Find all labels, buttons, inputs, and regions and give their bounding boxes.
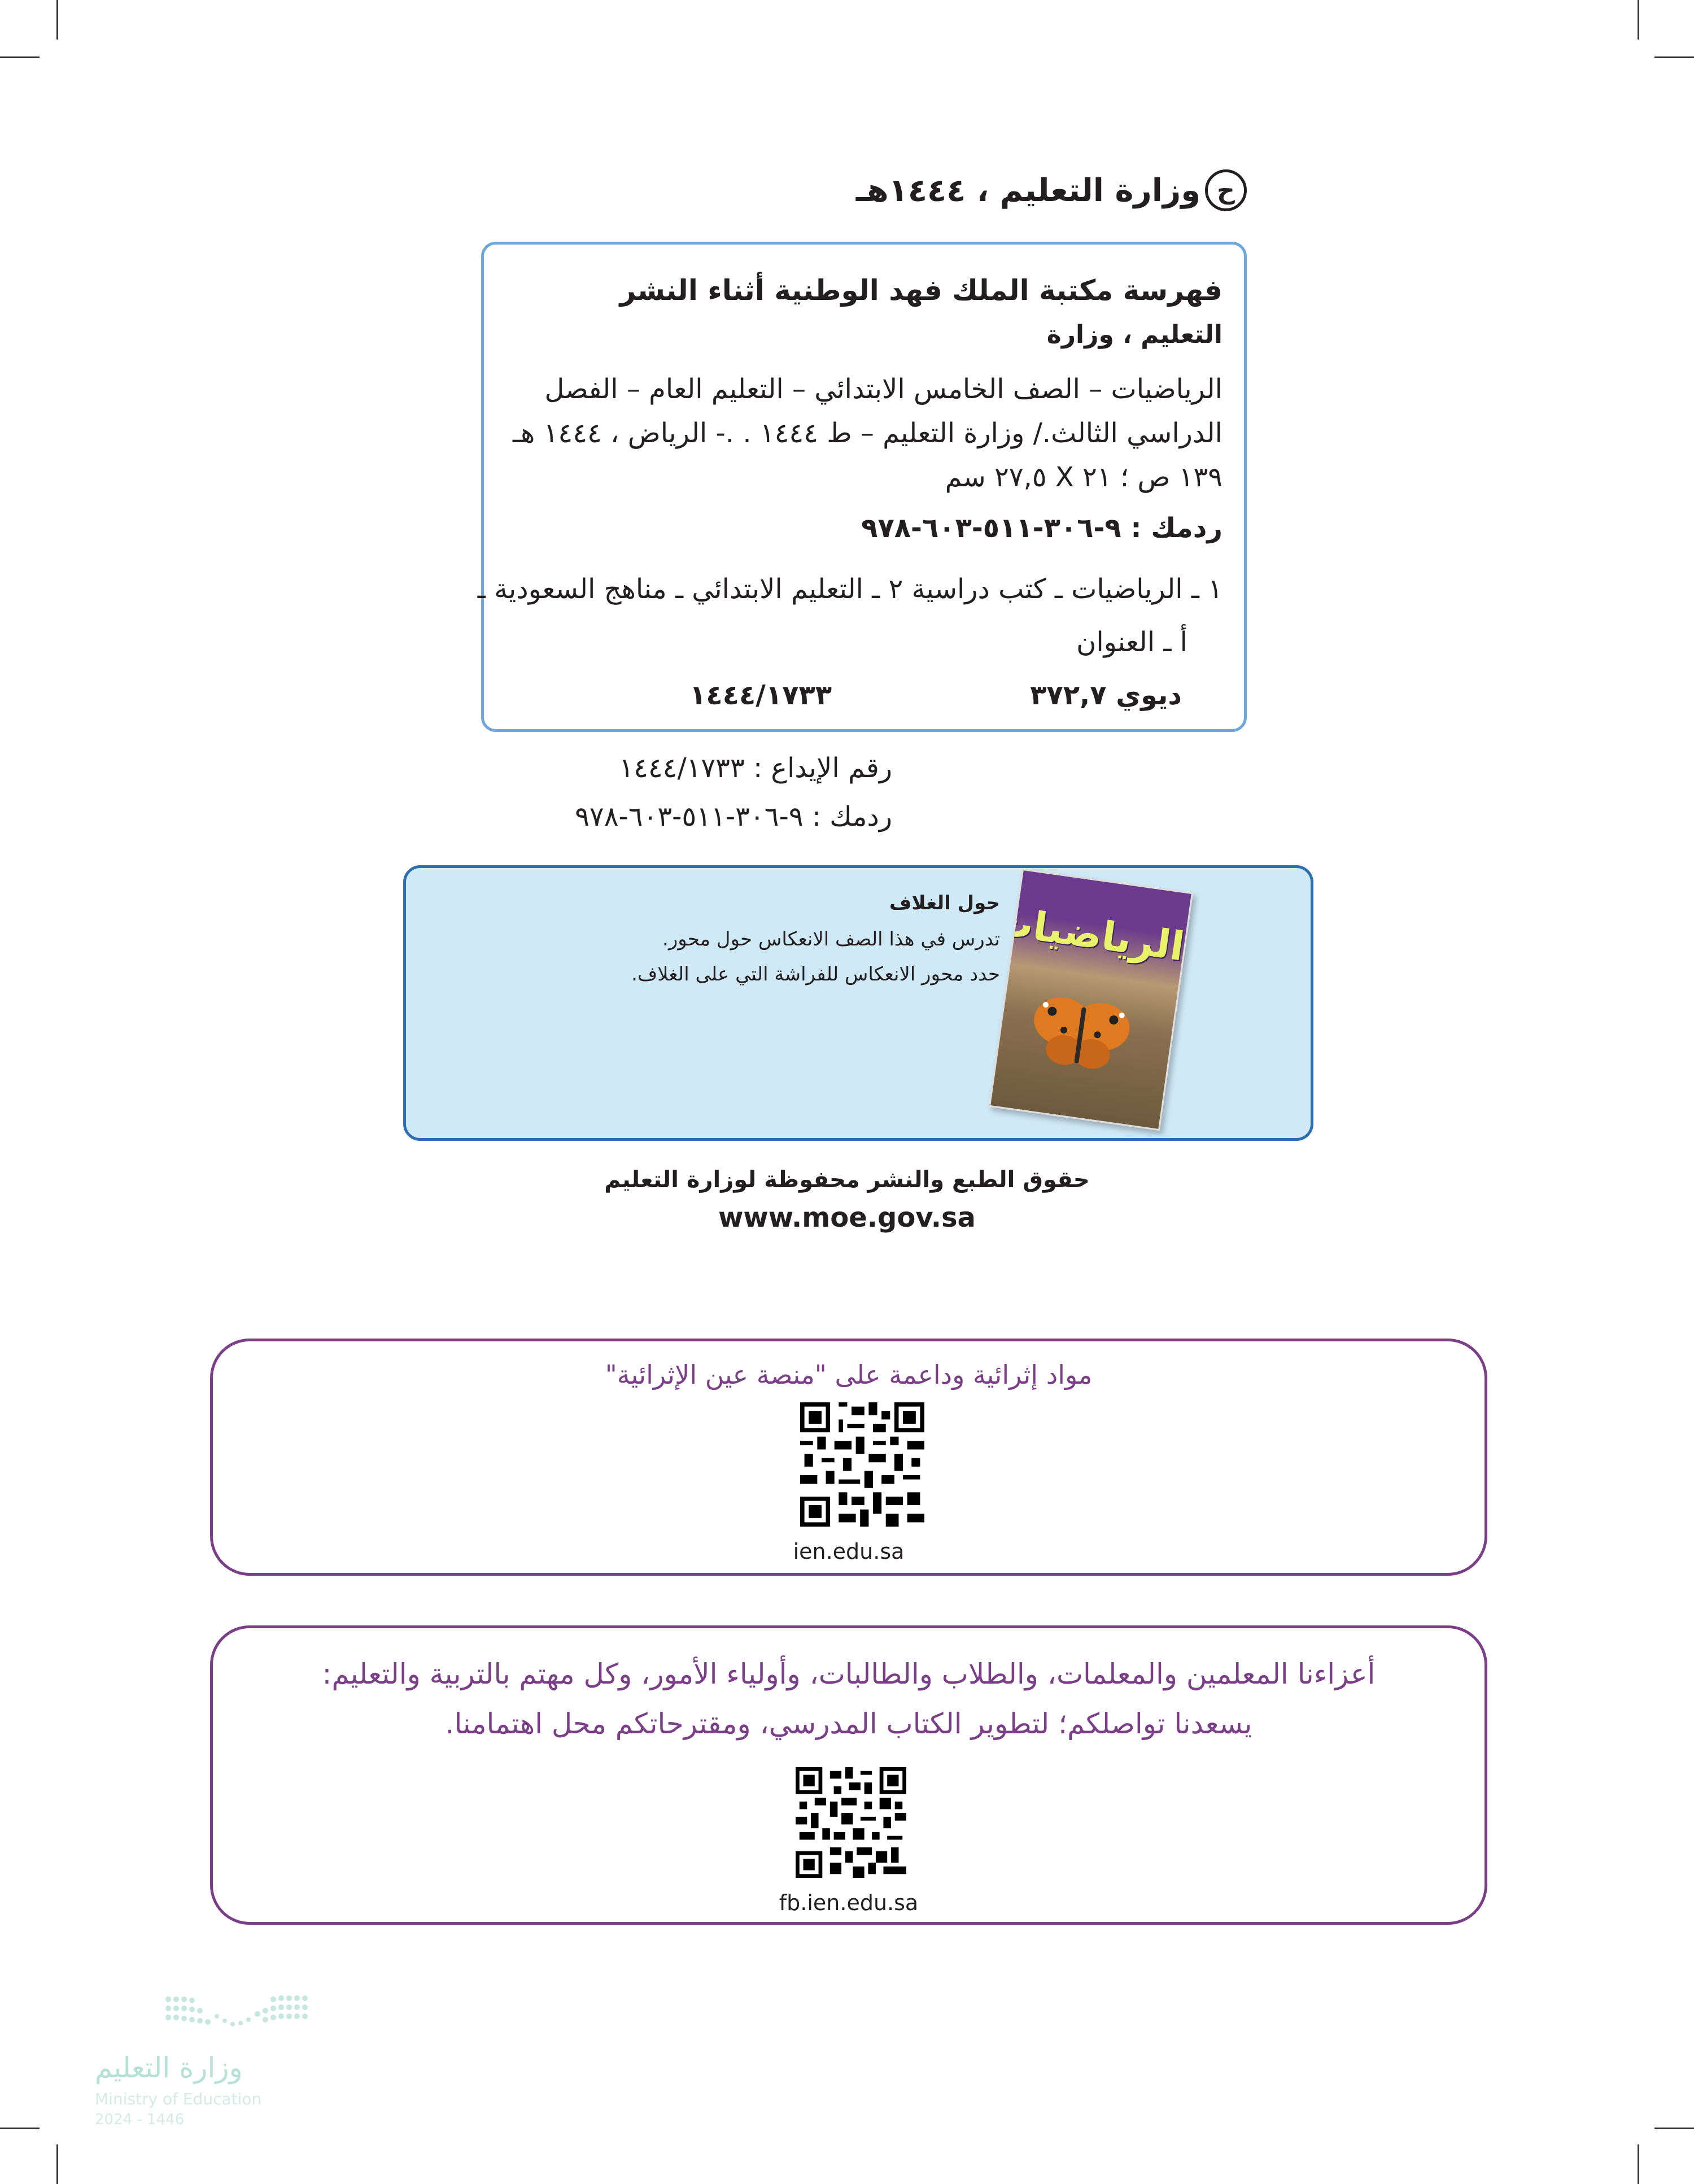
crop-mark bbox=[0, 2128, 40, 2129]
cover-line2: حدد محور الانعكاس للفراشة التي على الغلاف. bbox=[631, 963, 1000, 986]
ministry-logo-english: Ministry of Education bbox=[95, 2090, 262, 2108]
catalog-description-line1: الرياضيات – الصف الخامس الابتدائي – التعليم العام – الفصل bbox=[544, 373, 1223, 405]
cover-line1: تدرس في هذا الصف الانعكاس حول محور. bbox=[662, 928, 1000, 951]
catalog-author: التعليم ، وزارة bbox=[1046, 320, 1223, 349]
catalog-heading: فهرسة مكتبة الملك فهد الوطنية أثناء النشر bbox=[619, 274, 1223, 307]
feedback-line1: أعزاءنا المعلمين والمعلمات، والطلاب والطالبات، وأولياء الأمور، وكل مهتم بالتربية والتعليم: bbox=[322, 1658, 1376, 1690]
crop-mark bbox=[1638, 0, 1639, 40]
deposit-isbn: ردمك : ٩-٣٠٦-٥١١-٦٠٣-٩٧٨ bbox=[575, 801, 892, 832]
rights-text: حقوق الطبع والنشر محفوظة لوزارة التعليم bbox=[604, 1167, 1090, 1193]
cover-heading: حول الغلاف bbox=[889, 892, 1000, 914]
moe-website-link[interactable]: www.moe.gov.sa bbox=[718, 1202, 976, 1233]
catalog-dewey: ديوي ٣٧٢,٧ bbox=[1030, 679, 1182, 711]
copyright-symbol: ح bbox=[1205, 169, 1247, 211]
catalog-subjects-line1: ١ ـ الرياضيات ـ كتب دراسية ٢ ـ التعليم الابتدائي ـ مناهج السعودية ـ bbox=[477, 573, 1223, 605]
ministry-logo-dots-icon bbox=[163, 1988, 315, 2039]
crop-mark bbox=[56, 0, 58, 40]
ministry-logo bbox=[95, 1988, 321, 2128]
ien-platform-box bbox=[210, 1339, 1487, 1576]
catalog-description-line2: الدراسي الثالث./ وزارة التعليم – ط ١٤٤٤ . .- الرياض ، ١٤٤٤ هـ bbox=[512, 417, 1223, 449]
feedback-url[interactable]: fb.ien.edu.sa bbox=[779, 1890, 919, 1915]
crop-mark bbox=[1638, 2144, 1639, 2184]
feedback-box bbox=[210, 1625, 1487, 1925]
ministry-logo-years: 2024 - 1446 bbox=[95, 2111, 185, 2128]
catalog-pages-size: ١٣٩ ص ؛ ٢١ X ٢٧,٥ سم bbox=[945, 461, 1223, 493]
catalog-box bbox=[477, 242, 1247, 732]
ien-qr-code-icon[interactable] bbox=[800, 1402, 924, 1527]
ministry-logo-arabic: وزارة التعليم bbox=[95, 2051, 243, 2084]
copyright-text: وزارة التعليم ، ١٤٤٤هـ bbox=[855, 172, 1200, 209]
crop-mark bbox=[1654, 2128, 1694, 2129]
catalog-deposit-number: ١٤٤٤/١٧٣٣ bbox=[689, 679, 832, 711]
book-cover-image bbox=[989, 869, 1193, 1131]
crop-mark bbox=[1654, 56, 1694, 58]
copyright-line bbox=[856, 169, 1247, 211]
book-cover-title: الرياضيات bbox=[990, 897, 1187, 970]
catalog-isbn: ردمك : ٩-٣٠٦-٥١١-٦٠٣-٩٧٨ bbox=[861, 512, 1223, 544]
deposit-number: رقم الإيداع : ١٤٤٤/١٧٣٣ bbox=[619, 752, 892, 784]
ien-url[interactable]: ien.edu.sa bbox=[793, 1539, 905, 1564]
feedback-qr-code-icon[interactable] bbox=[796, 1767, 906, 1878]
catalog-subjects-line2: أ ـ العنوان bbox=[1076, 626, 1187, 658]
crop-mark bbox=[56, 2144, 58, 2184]
cover-info-box bbox=[403, 865, 1313, 1141]
feedback-line2: يسعدنا تواصلكم؛ لتطوير الكتاب المدرسي، ومقترحاتكم محل اهتمامنا. bbox=[445, 1707, 1252, 1740]
butterfly-icon bbox=[1025, 986, 1137, 1079]
ien-platform-title: مواد إثرائية وداعمة على "منصة عين الإثرائية" bbox=[605, 1359, 1093, 1390]
crop-mark bbox=[0, 56, 40, 58]
